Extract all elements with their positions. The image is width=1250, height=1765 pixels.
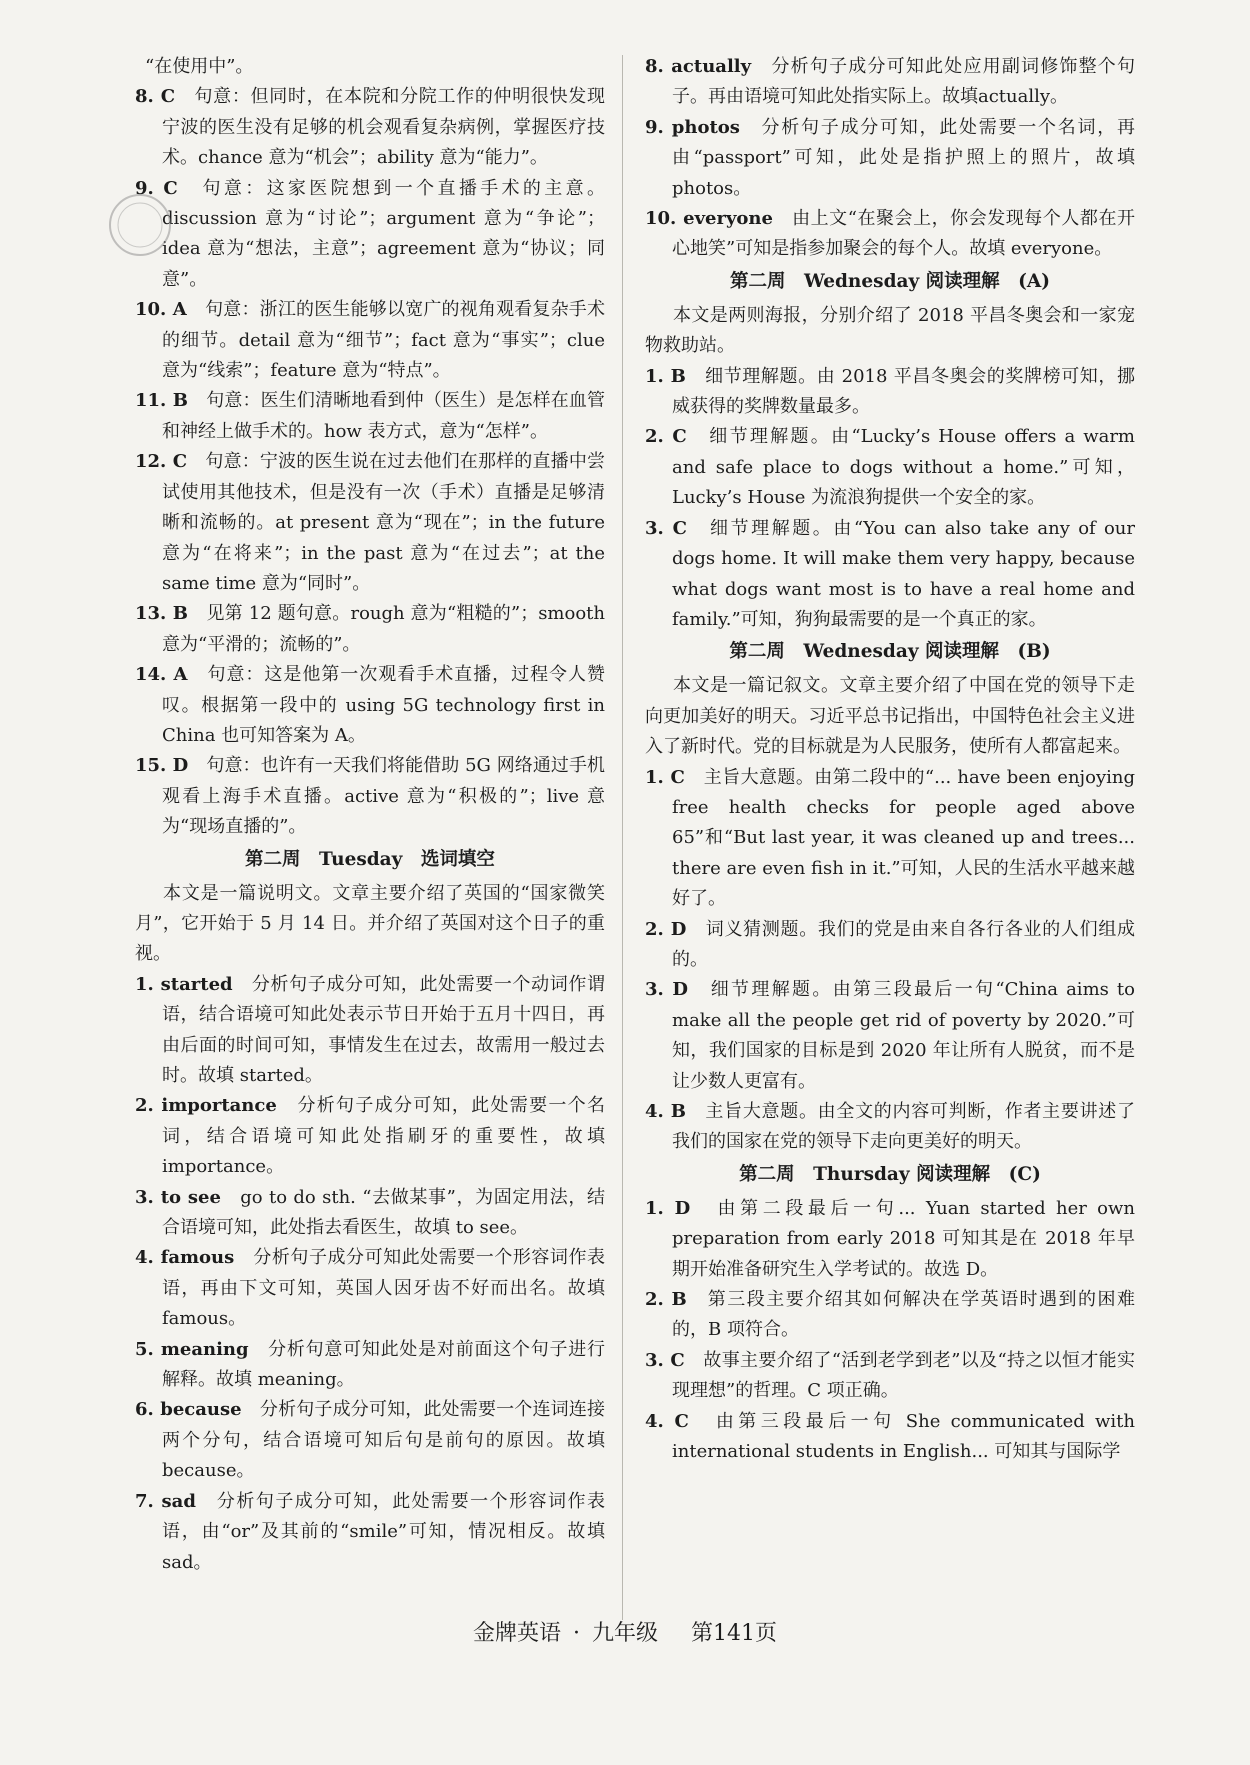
- answer-explanation: 见第 12 题句意。rough 意为“粗糙的”；smooth 意为“平滑的；流畅的”。: [162, 603, 606, 655]
- answer-explanation: 主旨大意题。由第二段中的“... have been enjoying free health checks for people aged above 65”和“But last year, it was cleaned up and trees... there are even fish in it.”可知，人民的生活水平越来越好了。: [672, 766, 1136, 910]
- answer-item: [645, 1346, 1135, 1407]
- answer-number: 1. C: [645, 766, 685, 788]
- answer-explanation: 细节理解题。由 2018 平昌冬奥会的奖牌榜可知，挪威获得的奖牌数量最多。: [672, 365, 1136, 418]
- answer-number: 14. A: [135, 664, 188, 686]
- answer-number: 2. B: [645, 1289, 687, 1311]
- answer-number: 5. meaning: [135, 1338, 249, 1360]
- answer-number: 11. B: [135, 390, 188, 412]
- answer-item: [645, 422, 1135, 513]
- answer-explanation: 细节理解题。由“Lucky’s House offers a warm and safe place to dogs without a home.”可知，Lucky’s House 为流浪狗提供一个安全的家。: [672, 426, 1136, 509]
- answer-explanation: 句意：医生们清晰地看到仲（医生）是怎样在血管和神经上做手术的。how 表方式，意为“怎样”。: [162, 390, 606, 442]
- answer-number: 2. importance: [135, 1095, 277, 1117]
- answer-item: [645, 1097, 1135, 1158]
- passage-summary: 本文是一篇说明文。文章主要介绍了英国的“国家微笑月”，它开始于 5 月 14 日。并介绍了英国对这个日子的重视。: [135, 882, 605, 965]
- grade-label: 九年级: [592, 1621, 659, 1646]
- answer-number: 1. D: [645, 1197, 691, 1219]
- answer-item: [645, 362, 1135, 423]
- answer-item: [135, 1243, 605, 1334]
- section-title: 第二周 Wednesday 阅读理解 (B): [729, 641, 1051, 663]
- answer-number: 6. because: [135, 1399, 242, 1421]
- answer-explanation: 分析句子成分可知，此处需要一个连词连接两个分句，结合语境可知后句是前句的原因。故填 because。: [162, 1399, 606, 1482]
- answer-item: [645, 204, 1135, 265]
- answer-explanation: 句意：这家医院想到一个直播手术的主意。discussion 意为“讨论”；argument 意为“争论”；idea 意为“想法，主意”；agreement 意为“协议；同意”。: [162, 177, 606, 290]
- page-number: 第141页: [691, 1621, 778, 1646]
- answer-number: 8. C: [135, 86, 176, 108]
- answer-item: [135, 295, 605, 386]
- answer-explanation: 句意：但同时，在本院和分院工作的仲明很快发现宁波的医生没有足够的机会观看复杂病例，掌握医疗技术。chance 意为“机会”；ability 意为“能力”。: [162, 86, 605, 169]
- answer-item: [645, 514, 1135, 636]
- answer-explanation: 句意：也许有一天我们将能借助 5G 网络通过手机观看上海手术直播。active 意为“积极的”；live 意为“现场直播的”。: [162, 755, 606, 838]
- answer-item: [135, 1395, 605, 1486]
- answer-explanation: 由第三段最后一句 She communicated with international students in English... 可知其与国际学: [672, 1410, 1135, 1463]
- answer-item: [135, 970, 605, 1092]
- answer-item: [645, 1285, 1135, 1346]
- answer-number: 1. started: [135, 973, 233, 995]
- answer-explanation: 细节理解题。由“You can also take any of our dogs home. It will make them very happy, because what dogs want most is to have a real home and family.”可知，狗狗最需要的是一个真正的家。: [672, 517, 1135, 630]
- answer-item: [135, 174, 605, 296]
- section-title: 第二周 Thursday 阅读理解 (C): [739, 1163, 1041, 1185]
- answer-item: [135, 82, 605, 173]
- answer-item: [135, 599, 605, 660]
- answer-item: [645, 763, 1135, 915]
- answer-explanation: 词义猜测题。我们的党是由来自各行各业的人们组成的。: [672, 918, 1136, 970]
- answer-number: 2. C: [645, 426, 687, 448]
- answer-number: 3. D: [645, 979, 689, 1001]
- scan-stamp-icon: [100, 185, 180, 265]
- answer-item: [645, 113, 1135, 204]
- answer-number: 3. C: [645, 1349, 685, 1371]
- answer-item: [135, 1091, 605, 1182]
- answer-item: [135, 751, 605, 842]
- answer-explanation: 句意：宁波的医生说在过去他们在那样的直播中尝试使用其他技术，但是没有一次（手术）直播是足够清晰和流畅的。at present 意为“现在”；in the future 意为“在将来”；in the past 意为“在过去”；at the same time 意为“同时”。: [162, 451, 605, 594]
- continued-text: “在使用中”。: [145, 56, 254, 77]
- answer-number: 13. B: [135, 603, 189, 625]
- answer-number: 12. C: [135, 451, 188, 473]
- answer-explanation: 分析句子成分可知，此处需要一个动词作谓语，结合语境可知此处表示节日开始于五月十四日，再由后面的时间可知，事情发生在过去，故需用一般过去时。故填 started。: [162, 973, 606, 1086]
- right-column: [645, 52, 1135, 1467]
- answer-item: [645, 52, 1135, 113]
- answer-explanation: go to do sth. “去做某事”，为固定用法，结合语境可知，此处指去看医生，故填 to see。: [162, 1186, 605, 1239]
- answer-number: 9. C: [135, 177, 178, 199]
- answer-number: 4. famous: [135, 1247, 235, 1269]
- book-title: 金牌英语: [472, 1621, 561, 1646]
- answer-explanation: 句意：这是他第一次观看手术直播，过程令人赞叹。根据第一段中的 using 5G technology first in China 也可知答案为 A。: [162, 664, 605, 746]
- answer-number: 10. A: [135, 299, 187, 321]
- answer-explanation: 分析句子成分可知，此处需要一个名词，再由“passport”可知，此处是指护照上的照片，故填 photos。: [672, 116, 1136, 199]
- answer-explanation: 分析句子成分可知，此处需要一个名词，结合语境可知此处指刷牙的重要性，故填importance。: [162, 1095, 606, 1178]
- footer-dot: ·: [573, 1621, 580, 1646]
- answer-item: [645, 975, 1135, 1097]
- answer-explanation: 分析句意可知此处是对前面这个句子进行解释。故填 meaning。: [162, 1338, 606, 1391]
- answer-item: [135, 1335, 605, 1396]
- answer-item: [135, 1183, 605, 1244]
- passage-summary: 本文是两则海报，分别介绍了 2018 平昌冬奥会和一家宠物救助站。: [645, 304, 1135, 357]
- answer-item: [135, 660, 605, 751]
- column-divider: [622, 55, 623, 1620]
- answer-explanation: 细节理解题。由第三段最后一句“China aims to make all the people get rid of poverty by 2020.”可知，我们国家的目标是到 2020 年让所有人脱贫，而不是让少数人更富有。: [672, 979, 1135, 1092]
- answer-number: 3. C: [645, 517, 687, 539]
- answer-number: 9. photos: [645, 116, 740, 138]
- section-title: 第二周 Tuesday 选词填空: [245, 848, 495, 870]
- answer-number: 4. C: [645, 1410, 689, 1432]
- answer-item: [645, 1407, 1135, 1468]
- left-column: [135, 52, 605, 1578]
- answer-explanation: 第三段主要介绍其如何解决在学英语时遇到的困难的，B 项符合。: [672, 1289, 1136, 1341]
- answer-number: 7. sad: [135, 1490, 196, 1512]
- answer-explanation: 主旨大意题。由全文的内容可判断，作者主要讲述了我们的国家在党的领导下走向更美好的明天。: [672, 1101, 1135, 1153]
- answer-explanation: 分析句子成分可知，此处需要一个形容词作表语，由“or”及其前的“smile”可知，情况相反。故填 sad。: [162, 1490, 605, 1573]
- answer-number: 1. B: [645, 365, 686, 387]
- answer-explanation: 故事主要介绍了“活到老学到老”以及“持之以恒才能实现理想”的哲理。C 项正确。: [672, 1349, 1135, 1402]
- answer-explanation: 分析句子成分可知此处需要一个形容词作表语，再由下文可知，英国人因牙齿不好而出名。故填 famous。: [162, 1247, 606, 1330]
- answer-item: [645, 1194, 1135, 1285]
- answer-item: [135, 1487, 605, 1578]
- answer-explanation: 句意：浙江的医生能够以宽广的视角观看复杂手术的细节。detail 意为“细节”；fact 意为“事实”；clue 意为“线索”；feature 意为“特点”。: [162, 299, 605, 382]
- page-footer: [0, 1616, 1250, 1647]
- section-title: 第二周 Wednesday 阅读理解 (A): [729, 270, 1051, 292]
- passage-summary: 本文是一篇记叙文。文章主要介绍了中国在党的领导下走向更加美好的明天。习近平总书记指出，中国特色社会主义进入了新时代。党的目标就是为人民服务，使所有人都富起来。: [645, 675, 1135, 758]
- answer-explanation: 由上文“在聚会上，你会发现每个人都在开心地笑”可知是指参加聚会的每个人。故填 everyone。: [672, 208, 1136, 260]
- answer-number: 8. actually: [645, 56, 752, 77]
- answer-number: 15. D: [135, 755, 189, 777]
- answer-explanation: 分析句子成分可知此处应用副词修饰整个句子。再由语境可知此处指实际上。故填actually。: [672, 56, 1136, 108]
- answer-number: 2. D: [645, 918, 687, 940]
- answer-explanation: 由第二段最后一句... Yuan started her own preparation from early 2018 可知其是在 2018 年早期开始准备研究生入学考试的。故选 D。: [672, 1197, 1135, 1280]
- answer-item: [135, 386, 605, 447]
- answer-item: [645, 915, 1135, 976]
- answer-number: 4. B: [645, 1101, 686, 1122]
- answer-number: 10. everyone: [645, 208, 773, 230]
- answer-item: [135, 447, 605, 599]
- answer-number: 3. to see: [135, 1186, 221, 1208]
